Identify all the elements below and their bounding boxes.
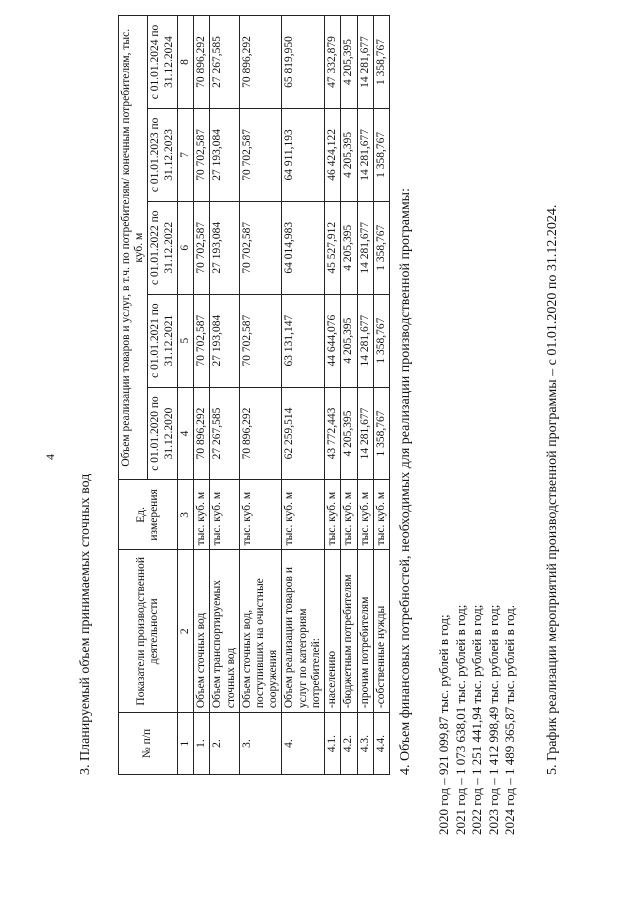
column-index: 3 xyxy=(177,480,193,550)
column-index: 6 xyxy=(177,201,193,294)
row-value: 70 896,292 xyxy=(239,16,282,109)
row-number: 1. xyxy=(194,713,210,775)
header-period: с 01.01.2024 по 31.12.2024 xyxy=(148,16,177,109)
row-number: 4. xyxy=(282,713,325,775)
column-index: 2 xyxy=(177,550,193,713)
header-period: с 01.01.2022 по 31.12.2022 xyxy=(148,201,177,294)
row-indicator: Объем реализации товаров и услуг по категориям потребителей: xyxy=(282,550,325,713)
page-number: 4 xyxy=(43,454,57,460)
table-row xyxy=(325,16,341,775)
column-index: 4 xyxy=(177,387,193,480)
table-row xyxy=(239,16,282,775)
row-indicator: -бюджетным потребителям xyxy=(341,550,357,713)
header-period: с 01.01.2020 по 31.12.2020 xyxy=(148,387,177,480)
row-value: 1 358,767 xyxy=(373,387,389,480)
column-index: 1 xyxy=(177,713,193,775)
row-value: 27 267,585 xyxy=(210,387,239,480)
row-unit: тыс. куб. м xyxy=(357,480,373,550)
header-volume-group: Объем реализации товаров и услуг, в т.ч. по потребителям/ конечным потребителям, тыс. куб. м xyxy=(119,16,148,480)
row-number: 2. xyxy=(210,713,239,775)
row-value: 4 205,395 xyxy=(341,294,357,387)
row-value: 70 896,292 xyxy=(194,387,210,480)
row-value: 14 281,677 xyxy=(357,201,373,294)
table-header-row xyxy=(119,16,148,775)
row-unit: тыс. куб. м xyxy=(373,480,389,550)
table-row xyxy=(210,16,239,775)
row-indicator: Объем сточных вод, поступивших на очистные сооружения xyxy=(239,550,282,713)
row-value: 64 911,193 xyxy=(282,108,325,201)
row-value: 4 205,395 xyxy=(341,108,357,201)
row-value: 14 281,677 xyxy=(357,387,373,480)
row-value: 27 267,585 xyxy=(210,16,239,109)
row-value: 45 527,912 xyxy=(325,201,341,294)
list-item: 2024 год – 1 489 365,87 тыс. рублей в год. xyxy=(502,605,517,835)
table-row xyxy=(194,16,210,775)
row-value: 65 819,950 xyxy=(282,16,325,109)
column-index: 7 xyxy=(177,108,193,201)
row-number: 3. xyxy=(239,713,282,775)
row-value: 62 259,514 xyxy=(282,387,325,480)
row-value: 14 281,677 xyxy=(357,108,373,201)
row-value: 46 424,122 xyxy=(325,108,341,201)
row-value: 1 358,767 xyxy=(373,108,389,201)
row-value: 70 896,292 xyxy=(194,16,210,109)
row-value: 70 702,587 xyxy=(239,294,282,387)
row-number: 4.4. xyxy=(373,713,389,775)
row-unit: тыс. куб. м xyxy=(239,480,282,550)
row-value: 70 702,587 xyxy=(194,294,210,387)
section-5-schedule: 5. График реализации мероприятий производственной программы – с 01.01.2020 по 31.12.2024. xyxy=(545,204,560,775)
row-value: 64 014,983 xyxy=(282,201,325,294)
row-number: 4.3. xyxy=(357,713,373,775)
row-indicator: Объем транспортируемых сточных вод xyxy=(210,550,239,713)
table-row xyxy=(357,16,373,775)
list-item: 2020 год – 921 099,87 тыс. рублей в год; xyxy=(436,614,451,835)
row-indicator: -прочим потребителям xyxy=(357,550,373,713)
table-row xyxy=(341,16,357,775)
row-value: 43 772,443 xyxy=(325,387,341,480)
column-index: 8 xyxy=(177,16,193,109)
row-value: 27 193,084 xyxy=(210,108,239,201)
row-value: 44 644,076 xyxy=(325,294,341,387)
row-value: 27 193,084 xyxy=(210,294,239,387)
row-value: 70 702,587 xyxy=(239,108,282,201)
row-value: 14 281,677 xyxy=(357,294,373,387)
row-value: 1 358,767 xyxy=(373,294,389,387)
row-value: 70 702,587 xyxy=(194,201,210,294)
row-value: 47 332,879 xyxy=(325,16,341,109)
section-3-heading: 3. Планируемый объем принимаемых сточных вод xyxy=(78,473,93,775)
row-value: 70 896,292 xyxy=(239,387,282,480)
table-row xyxy=(373,16,389,775)
row-number: 4.1. xyxy=(325,713,341,775)
row-indicator: -собственные нужды xyxy=(373,550,389,713)
row-unit: тыс. куб. м xyxy=(325,480,341,550)
row-value: 4 205,395 xyxy=(341,201,357,294)
header-period: с 01.01.2021 по 31.12.2021 xyxy=(148,294,177,387)
row-value: 14 281,677 xyxy=(357,16,373,109)
row-value: 70 702,587 xyxy=(239,201,282,294)
row-value: 27 193,084 xyxy=(210,201,239,294)
row-value: 4 205,395 xyxy=(341,387,357,480)
row-value: 63 131,147 xyxy=(282,294,325,387)
section-4-heading: 4. Объем финансовых потребностей, необходимых для реализации производственной программы: xyxy=(398,188,413,775)
row-unit: тыс. куб. м xyxy=(341,480,357,550)
header-indicator: Показатели производственной деятельности xyxy=(119,550,178,713)
table-row xyxy=(282,16,325,775)
header-unit: Ед. измерения xyxy=(119,480,178,550)
header-period: с 01.01.2023 по 31.12.2023 xyxy=(148,108,177,201)
list-item: 2021 год – 1 073 638,01 тыс. рублей в год; xyxy=(452,604,468,835)
table-index-row xyxy=(177,16,193,775)
row-unit: тыс. куб. м xyxy=(282,480,325,550)
row-indicator: Объем сточных вод xyxy=(194,550,210,713)
list-item: 2023 год – 1 412 998,49 тыс. рублей в год; xyxy=(485,604,501,835)
row-unit: тыс. куб. м xyxy=(194,480,210,550)
row-value: 1 358,767 xyxy=(373,16,389,109)
row-value: 1 358,767 xyxy=(373,201,389,294)
wastewater-volume-table xyxy=(118,15,390,775)
row-value: 4 205,395 xyxy=(341,16,357,109)
list-item: 2022 год – 1 251 441,94 тыс. рублей в год; xyxy=(469,604,484,835)
row-unit: тыс. куб. м xyxy=(210,480,239,550)
column-index: 5 xyxy=(177,294,193,387)
row-value: 70 702,587 xyxy=(194,108,210,201)
header-number: № п/п xyxy=(119,713,178,775)
row-number: 4.2. xyxy=(341,713,357,775)
financial-needs-list xyxy=(436,605,519,835)
row-indicator: -населению xyxy=(325,550,341,713)
